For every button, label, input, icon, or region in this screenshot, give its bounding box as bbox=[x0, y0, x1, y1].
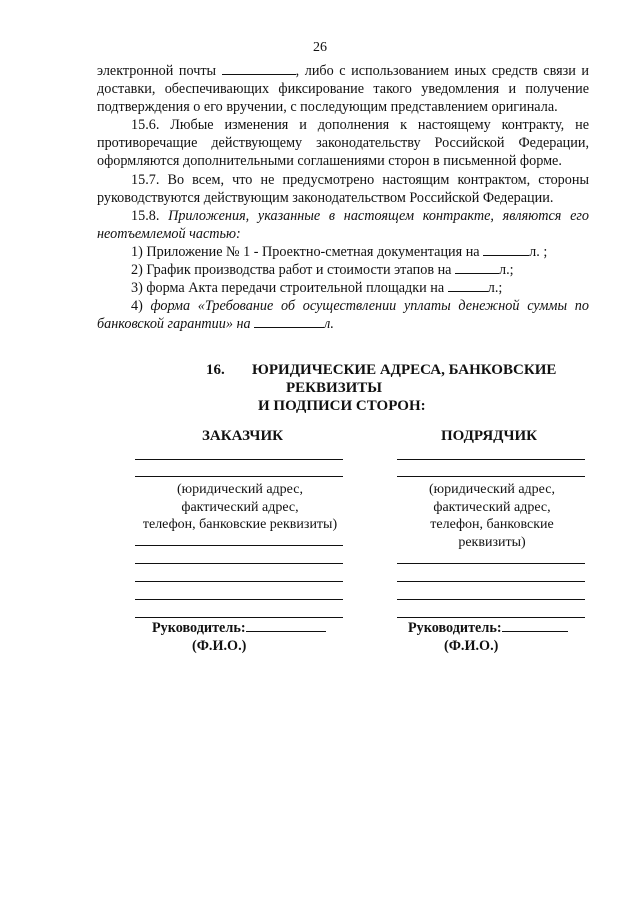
pages-blank bbox=[455, 261, 499, 274]
list-item-suffix: л. ; bbox=[529, 243, 548, 260]
customer-detail-line-1 bbox=[135, 545, 343, 546]
contract-body bbox=[97, 62, 589, 333]
pages-blank bbox=[254, 315, 324, 328]
signature-label: Руководитель: bbox=[152, 620, 246, 636]
address-line: телефон, банковские реквизиты) bbox=[142, 517, 338, 532]
customer-detail-line-4 bbox=[135, 599, 343, 600]
signature-label: Руководитель: bbox=[408, 620, 502, 636]
customer-detail-line-5 bbox=[135, 617, 343, 618]
contractor-address-caption bbox=[396, 481, 588, 551]
section-number: 16. bbox=[206, 362, 225, 378]
list-item-text: 1) Приложение № 1 - Проектно-сметная документация на bbox=[131, 243, 484, 260]
paragraph-15-8 bbox=[97, 207, 589, 243]
address-line: фактический адрес, bbox=[433, 499, 551, 515]
section-title-line-3: И ПОДПИСИ СТОРОН: bbox=[258, 398, 426, 414]
paragraph-15-6: 15.6. Любые изменения и дополнения к настоящему контракту, не противоречащие действующему законодательству Российской Федерации, оформляются дополнительными соглашениями сторон в письменной форме. bbox=[97, 117, 589, 170]
list-item-1 bbox=[97, 243, 589, 261]
contractor-fio: (Ф.И.О.) bbox=[444, 638, 499, 654]
address-line: (юридический адрес, bbox=[429, 482, 555, 497]
address-line: фактический адрес, bbox=[181, 499, 299, 515]
section-title-line-2: РЕКВИЗИТЫ bbox=[286, 380, 383, 396]
customer-name-line-1 bbox=[135, 459, 343, 460]
contractor-detail-line-1 bbox=[397, 563, 585, 564]
notice-text: , либо с использованием иных средств связи и доставки, обеспечивающих фиксирование такого уведомления и получение подтверждения о его вручении, с последующим представлением оригинала. bbox=[97, 63, 589, 116]
contractor-name-line-1 bbox=[397, 459, 585, 460]
signature-blank bbox=[502, 619, 568, 632]
list-item-text: 3) форма Акта передачи строительной площадки на bbox=[131, 280, 448, 297]
paragraph-15-7: 15.7. Во всем, что не предусмотрено настоящим контрактом, стороны руководствуются действующим законодательством Российской Федерации. bbox=[97, 171, 589, 206]
contractor-detail-line-3 bbox=[397, 599, 585, 600]
list-item-3 bbox=[97, 279, 589, 297]
section-title-line-1 bbox=[206, 361, 556, 379]
customer-detail-line-2 bbox=[135, 563, 343, 564]
page-number: 26 bbox=[313, 40, 327, 55]
paragraph-notice bbox=[97, 62, 589, 116]
email-blank bbox=[222, 62, 296, 75]
paragraph-15-8-number: 15.8. bbox=[131, 207, 169, 224]
list-item-2 bbox=[97, 261, 589, 279]
customer-heading: ЗАКАЗЧИК bbox=[202, 428, 283, 444]
email-label: электронной почты bbox=[97, 63, 222, 79]
signature-blank bbox=[246, 619, 326, 632]
list-item-suffix: л. bbox=[324, 316, 334, 333]
address-line: (юридический адрес, bbox=[177, 482, 303, 497]
list-item-text: форма «Требование об осуществлении уплаты денежной суммы по банковской гарантии» на bbox=[97, 298, 589, 333]
pages-blank bbox=[448, 279, 488, 292]
customer-detail-line-3 bbox=[135, 581, 343, 582]
section-title-text: ЮРИДИЧЕСКИЕ АДРЕСА, БАНКОВСКИЕ bbox=[252, 362, 557, 378]
contractor-detail-line-2 bbox=[397, 581, 585, 582]
contractor-detail-line-4 bbox=[397, 617, 585, 618]
list-item-suffix: л.; bbox=[487, 280, 503, 297]
pages-blank bbox=[483, 243, 529, 256]
list-item-4 bbox=[97, 297, 589, 333]
list-item-suffix: л.; bbox=[499, 262, 514, 279]
paragraph-15-8-text: Приложения, указанные в настоящем контракте, являются его неотъемлемой частью: bbox=[97, 207, 589, 242]
address-line: телефон, банковские bbox=[430, 517, 554, 532]
list-item-text: 2) График производства работ и стоимости этапов на bbox=[131, 262, 456, 279]
contractor-heading: ПОДРЯДЧИК bbox=[441, 428, 538, 444]
list-item-prefix: 4) bbox=[131, 298, 151, 315]
customer-signature bbox=[152, 619, 326, 637]
customer-fio: (Ф.И.О.) bbox=[192, 638, 247, 654]
contractor-signature bbox=[408, 619, 568, 637]
customer-address-caption bbox=[115, 481, 365, 534]
customer-name-line-2 bbox=[135, 476, 343, 477]
contractor-name-line-2 bbox=[397, 476, 585, 477]
address-line: реквизиты) bbox=[458, 534, 526, 550]
